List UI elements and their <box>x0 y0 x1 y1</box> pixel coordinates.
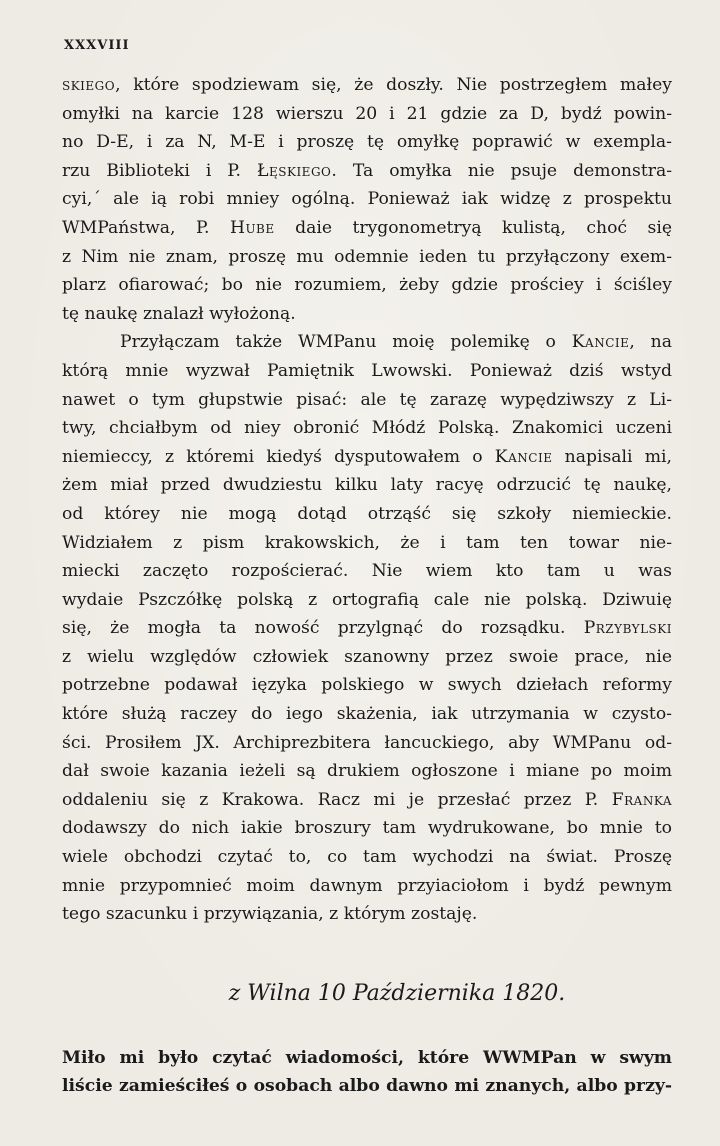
text-line <box>62 300 672 329</box>
text-run: wiele obchodzi czytać to, co tam wychodzi na świat. Proszę <box>62 847 672 868</box>
text-line <box>62 872 672 901</box>
text-run: napisali mi, <box>552 446 672 467</box>
text-line <box>62 843 672 872</box>
text-run: ści. Prosiłem JX. Archiprezbitera łancuckiego, aby WMPanu od- <box>62 732 672 753</box>
text-line <box>62 786 672 815</box>
text-run: Widziałem z pism krakowskich, że i tam ten towar nie- <box>62 532 672 553</box>
text-run: nawet o tym głupstwie pisać: ale tę zarazę wypędziwszy z Li- <box>62 389 672 410</box>
letter-dateline: z Wilna 10 Października 1820. <box>228 980 566 1006</box>
text-run: wydaie Pszczółkę polską z ortografią cale nie polską. Dziwuię <box>62 589 672 610</box>
text-run: rzu Biblioteki i P. <box>62 160 257 181</box>
small-caps-name: skiego <box>62 75 116 95</box>
text-line <box>62 386 672 415</box>
text-run: plarz ofiarować; bo nie rozumiem, żeby gdzie prościey i ściśley <box>62 275 672 296</box>
page-number: XXXVIII <box>64 38 130 53</box>
text-run: daie trygonometryą kulistą, choć się <box>274 217 672 238</box>
paragraph-1 <box>62 71 672 328</box>
text-run: żem miał przed dwudziestu kilku laty racyę odrzucić tę naukę, <box>62 475 672 496</box>
text-run: tego szacunku i przywiązania, z którym zostaję. <box>62 904 478 925</box>
text-line <box>62 214 672 243</box>
paragraph-3 <box>62 1044 672 1101</box>
text-run: dał swoie kazania ieżeli są drukiem ogłoszone i miane po moim <box>62 761 672 782</box>
text-run: omyłki na karcie 128 wierszu 20 i 21 gdzie za D, bydź powin- <box>62 103 672 124</box>
text-line <box>62 157 672 186</box>
text-line <box>62 500 672 529</box>
text-line <box>62 814 672 843</box>
text-line <box>62 614 672 643</box>
small-caps-name: Franka <box>611 789 672 810</box>
text-line <box>62 357 672 386</box>
text-line <box>62 71 672 100</box>
text-line <box>62 529 672 558</box>
paragraph-2 <box>62 328 672 928</box>
text-run: się, że mogła ta nowość przylgnąć do rozsądku. <box>62 618 584 639</box>
text-line <box>62 100 672 129</box>
text-run: niemieccy, z któremi kiedyś dysputowałem o <box>62 446 495 467</box>
text-line: Miło mi było czytać wiadomości, które WWMPan w swym <box>62 1047 672 1068</box>
text-line <box>62 328 672 357</box>
text-run: którą mnie wyzwał Pamiętnik Lwowski. Ponieważ dziś wstyd <box>62 360 672 381</box>
text-run: potrzebne podawał ięzyka polskiego w swych dziełach reformy <box>62 675 672 696</box>
text-line <box>62 586 672 615</box>
text-run: WMPaństwa, P. <box>62 217 230 238</box>
text-run: od którey nie mogą dotąd otrząść się szkoły niemieckie. <box>62 503 672 524</box>
text-run: dodawszy do nich iakie broszury tam wydrukowane, bo mnie to <box>62 818 672 839</box>
text-line <box>62 700 672 729</box>
text-run: no D-E, i za N, M-E i proszę tę omyłkę poprawić w exempla- <box>62 132 672 153</box>
text-line <box>62 471 672 500</box>
text-run: oddaleniu się z Krakowa. Racz mi je przesłać przez P. <box>62 789 612 810</box>
text-run: twy, chciałbym od niey obronić Młódź Polską. Znakomici uczeni <box>62 418 672 439</box>
text-run: Przyłączam także WMPanu moię polemikę o <box>120 332 572 353</box>
text-run: cyi,´ ale ią robi mniey ogólną. Ponieważ iak widzę z prospektu <box>62 189 672 210</box>
small-caps-name: Przybylski <box>583 618 672 639</box>
small-caps-name: Kancie <box>571 332 630 353</box>
text-line <box>62 243 672 272</box>
small-caps-name: Kancie <box>494 446 553 467</box>
text-line <box>62 557 672 586</box>
text-line <box>62 271 672 300</box>
text-line <box>62 729 672 758</box>
small-caps-name: Hube <box>229 217 275 238</box>
text-line <box>62 671 672 700</box>
text-run: mnie przypomnieć moim dawnym przyiaciołom i bydź pewnym <box>62 875 672 896</box>
text-run: . Ta omyłka nie psuje demonstra- <box>331 160 672 181</box>
text-run: , na <box>629 332 672 353</box>
text-line <box>62 900 672 929</box>
text-line: liście zamieściłeś o osobach albo dawno mi znanych, albo przy- <box>62 1076 672 1097</box>
text-line <box>62 757 672 786</box>
text-line <box>62 643 672 672</box>
text-line <box>62 185 672 214</box>
text-run: tę naukę znalazł wyłożoną. <box>62 303 296 324</box>
text-run: które służą raczey do iego skażenia, iak utrzymania w czysto- <box>62 704 672 725</box>
text-run: , które spodziewam się, że doszły. Nie postrzegłem małey <box>115 75 672 95</box>
text-run: z Nim nie znam, proszę mu odemnie ieden tu przyłączony exem- <box>62 246 672 267</box>
text-run: miecki zaczęto rozpościerać. Nie wiem kto tam u was <box>62 561 672 582</box>
text-line <box>62 128 672 157</box>
text-line <box>62 414 672 443</box>
text-line <box>62 443 672 472</box>
text-run: z wielu względów człowiek szanowny przez swoie prace, nie <box>62 646 672 667</box>
small-caps-name: Łęskiego <box>257 160 332 181</box>
